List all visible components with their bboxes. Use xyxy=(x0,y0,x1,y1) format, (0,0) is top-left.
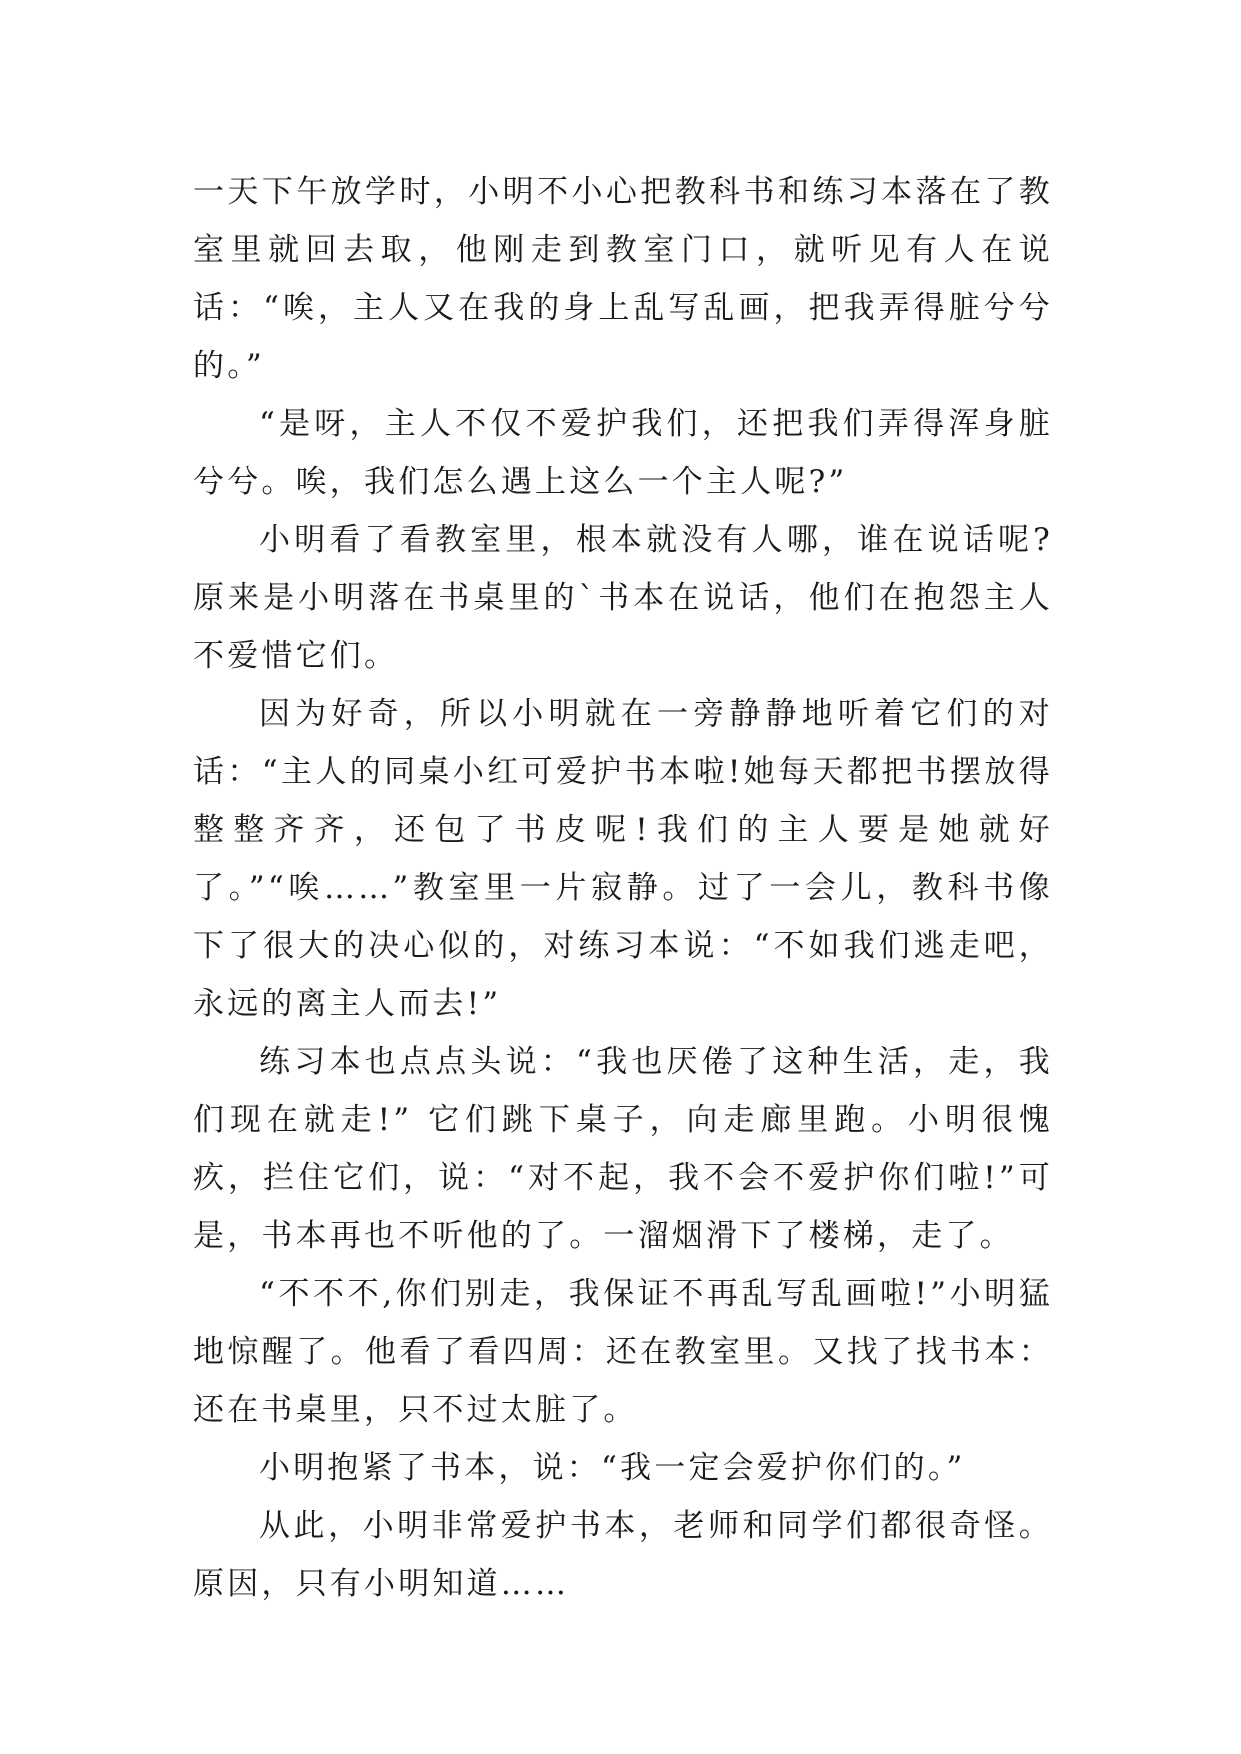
paragraph-5: 练习本也点点头说：“我也厌倦了这种生活，走，我们现在就走!” 它们跳下桌子，向走廊里跑。小明很愧疚，拦住它们，说：“对不起，我不会不爱护你们啦!”可是，书本再也不听他的了。一溜烟滑下了楼梯，走了。 xyxy=(193,1044,1053,1254)
paragraph-7: 小明抱紧了书本，说：“我一定会爱护你们的。” xyxy=(259,1450,966,1486)
story-body xyxy=(193,163,1053,1613)
paragraph-2: “是呀，主人不仅不爱护我们，还把我们弄得浑身脏兮兮。唉，我们怎么遇上这么一个主人呢?” xyxy=(193,406,1053,500)
paragraph-1: 一天下午放学时，小明不小心把教科书和练习本落在了教室里就回去取，他刚走到教室门口，就听见有人在说话：“唉，主人又在我的身上乱写乱画，把我弄得脏兮兮的。” xyxy=(193,174,1053,384)
paragraph-4: 因为好奇，所以小明就在一旁静静地听着它们的对话：“主人的同桌小红可爱护书本啦!她每天都把书摆放得整整齐齐，还包了书皮呢!我们的主人要是她就好了。”“唉……”教室里一片寂静。过了一会儿，教科书像下了很大的决心似的，对练习本说：“不如我们逃走吧，永远的离主人而去!” xyxy=(193,696,1053,1022)
paragraph-3: 小明看了看教室里，根本就没有人哪，谁在说话呢?原来是小明落在书桌里的`书本在说话，他们在抱怨主人不爱惜它们。 xyxy=(193,522,1053,674)
paragraph-6: “不不不,你们别走，我保证不再乱写乱画啦!”小明猛地惊醒了。他看了看四周：还在教室里。又找了找书本：还在书桌里，只不过太脏了。 xyxy=(193,1276,1053,1428)
paragraph-8: 从此，小明非常爱护书本，老师和同学们都很奇怪。原因，只有小明知道…… xyxy=(193,1508,1053,1602)
